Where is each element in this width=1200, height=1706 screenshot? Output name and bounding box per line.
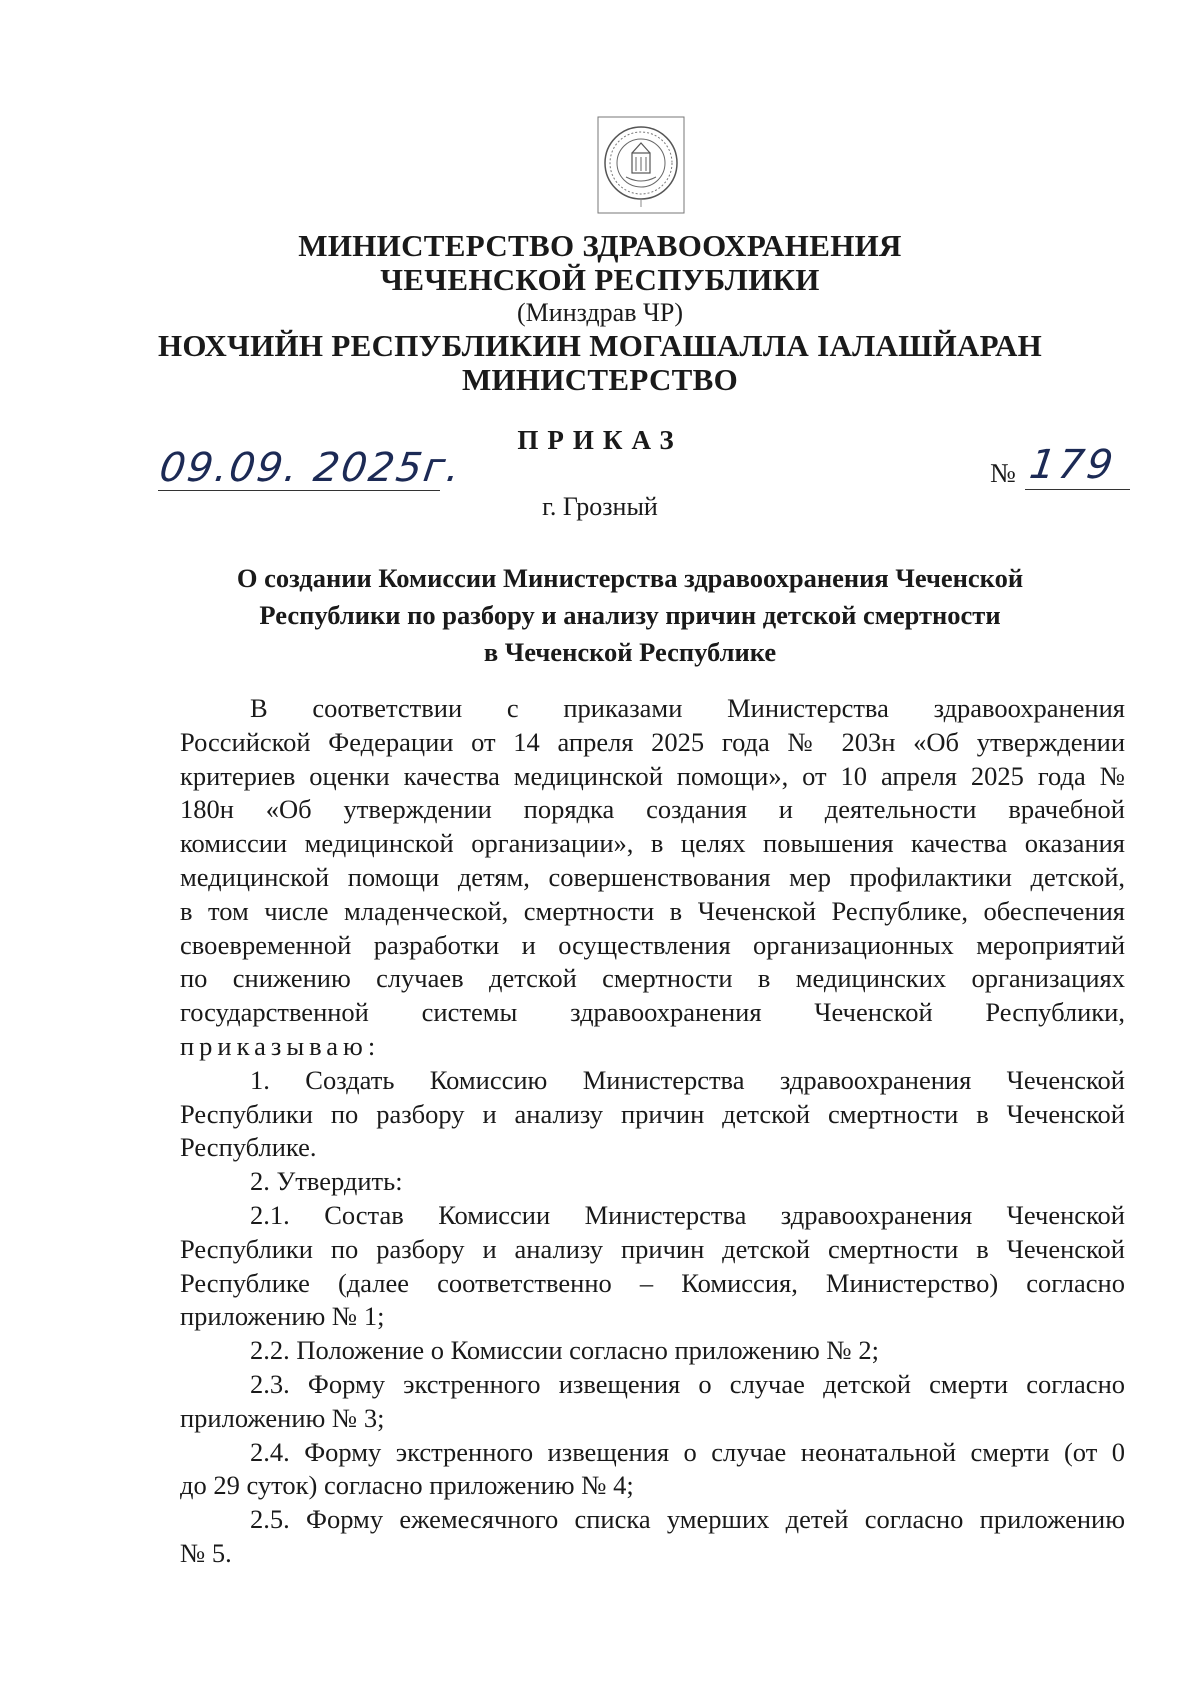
item-2-1-line: приложению № 1;: [180, 1301, 385, 1332]
item-2-4-line: 2.4. Форму экстренного извещения о случае неонатальной смерти (от 0: [250, 1436, 1125, 1467]
body-line: В соответствии с приказами Министерства здравоохранения: [250, 693, 1125, 723]
item-2-5-line: № 5.: [180, 1537, 232, 1568]
subject-line: в Чеченской Республике: [483, 637, 777, 667]
coat-of-arms-emblem: [596, 115, 686, 215]
body-line: по снижению случаев детской смертности в медицинских организациях: [180, 963, 1125, 994]
order-number-handwritten: 179: [1026, 442, 1119, 488]
order-body: [180, 692, 1125, 1571]
item-2-1-line: 2.1. Состав Комиссии Министерства здравоохранения Чеченской: [250, 1199, 1125, 1230]
body-line: своевременной разработки и осуществления организационных мероприятий: [180, 929, 1125, 960]
item-1-line: Республики по разбору и анализу причин детской смертности в Чеченской: [180, 1098, 1125, 1129]
item-2-1-line: Республике (далее соответственно – Комиссия, Министерство) согласно: [180, 1267, 1125, 1298]
subject-line: Республики по разбору и анализу причин детской смертности: [259, 600, 1001, 630]
body-line: критериев оценки качества медицинской помощи», от 10 апреля 2025 года №: [180, 760, 1125, 791]
item-2-3-line: 2.3. Форму экстренного извещения о случае детской смерти согласно: [250, 1368, 1125, 1399]
body-line: государственной системы здравоохранения Чеченской Республики,: [180, 997, 1125, 1028]
body-line: 180н «Об утверждении порядка создания и деятельности врачебной: [180, 794, 1125, 825]
order-city: г. Грозный: [542, 492, 658, 521]
subject-line: О создании Комиссии Министерства здравоохранения Чеченской: [236, 563, 1024, 593]
item-2-4-line: до 29 суток) согласно приложению № 4;: [180, 1470, 634, 1501]
body-line: медицинской помощи детям, совершенствования мер профилактики детской,: [180, 861, 1125, 892]
item-2-line: 2. Утвердить:: [250, 1166, 403, 1197]
item-2-2-line: 2.2. Положение о Комиссии согласно приложению № 2;: [250, 1335, 879, 1366]
ministry-name-line1: МИНИСТЕРСТВО ЗДРАВООХРАНЕНИЯ: [298, 228, 902, 263]
order-date-handwritten: 09.09. 2025г.: [156, 445, 465, 491]
body-line: Российской Федерации от 14 апреля 2025 года № 203н «Об утверждении: [180, 726, 1125, 757]
order-number-label: №: [990, 458, 1016, 488]
item-2-1-line: Республики по разбору и анализу причин детской смертности в Чеченской: [180, 1233, 1125, 1264]
item-2-5-line: 2.5. Форму ежемесячного списка умерших детей согласно приложению: [250, 1504, 1125, 1535]
ministry-abbreviation: (Минздрав ЧР): [517, 298, 683, 327]
date-underline: [158, 490, 440, 491]
item-1-line: 1. Создать Комиссию Министерства здравоохранения Чеченской: [250, 1064, 1125, 1095]
body-line: комиссии медицинской организации», в целях повышения качества оказания: [180, 828, 1125, 859]
order-title: ПРИКАЗ: [517, 425, 683, 455]
body-line-order-verb: приказываю:: [180, 1030, 381, 1061]
order-subject: [180, 560, 1080, 671]
item-2-3-line: приложению № 3;: [180, 1402, 385, 1433]
ministry-name-chechen-line2: МИНИСТЕРСТВО: [461, 362, 739, 397]
number-underline: [1025, 489, 1130, 490]
item-1-line: Республике.: [180, 1132, 317, 1163]
ministry-name-line2: ЧЕЧЕНСКОЙ РЕСПУБЛИКИ: [380, 262, 820, 297]
body-line: в том числе младенческой, смертности в Чеченской Республике, обеспечения: [180, 895, 1125, 926]
ministry-name-chechen-line1: НОХЧИЙН РЕСПУБЛИКИН МОГАШАЛЛА IАЛАШЙАРАН: [157, 328, 1043, 363]
